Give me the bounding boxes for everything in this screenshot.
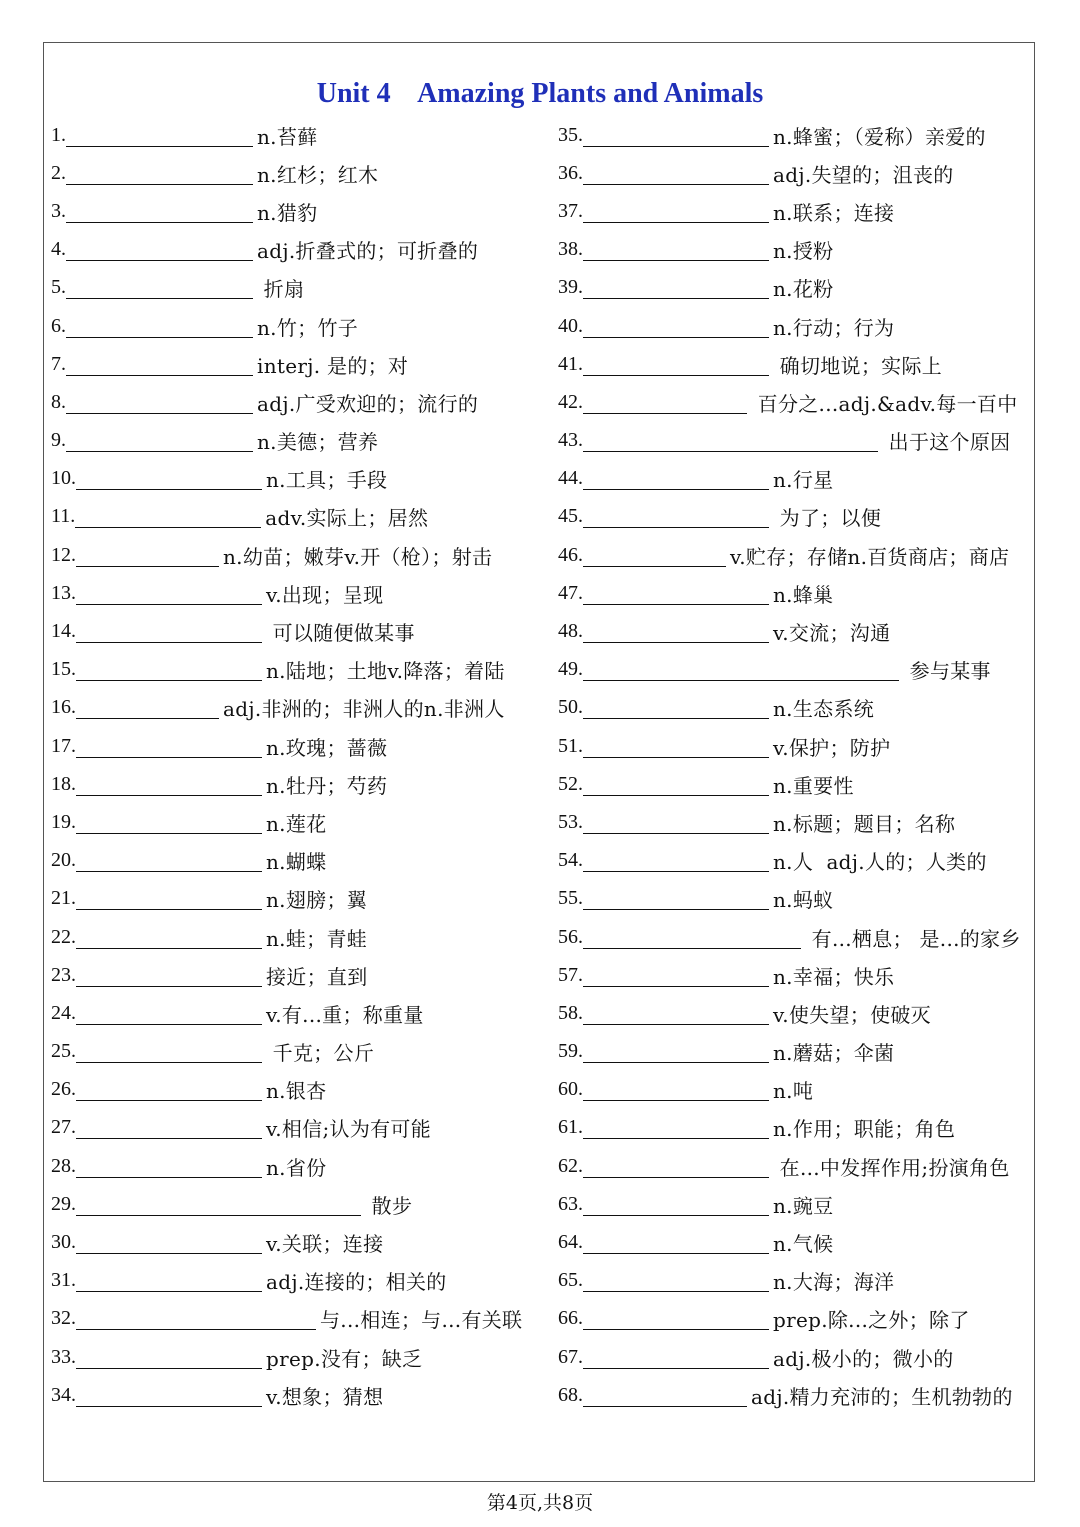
vocab-item	[558, 307, 1033, 345]
item-meaning: adj.极小的；微小的	[773, 1346, 954, 1371]
item-meaning: n.幸福；快乐	[773, 964, 895, 989]
item-meaning: n.莲花	[266, 811, 327, 836]
item-meaning: n.授粉	[773, 239, 834, 264]
item-meaning: n.玫瑰；蔷薇	[266, 735, 388, 760]
item-number: 44.	[558, 467, 583, 490]
vocab-item	[51, 842, 531, 880]
vocab-item	[51, 422, 531, 460]
item-meaning: n.豌豆	[773, 1193, 834, 1218]
item-number: 56.	[558, 925, 583, 948]
vocab-item	[558, 1300, 1033, 1338]
item-meaning: v.使失望；使破灭	[773, 1002, 931, 1027]
item-number: 33.	[51, 1345, 76, 1368]
answer-blank[interactable]	[583, 1040, 769, 1063]
answer-blank[interactable]	[583, 505, 769, 528]
item-meaning: n.苔藓	[257, 124, 318, 149]
item-meaning: v.交流；沟通	[773, 621, 891, 646]
answer-blank[interactable]	[76, 1002, 262, 1025]
answer-blank[interactable]	[583, 849, 769, 872]
vocab-item	[51, 460, 531, 498]
vocab-item	[558, 498, 1033, 536]
answer-blank[interactable]	[66, 276, 253, 299]
item-number: 36.	[558, 161, 583, 184]
vocab-item	[51, 116, 531, 154]
answer-blank[interactable]	[583, 696, 769, 719]
item-number: 2.	[51, 161, 66, 184]
item-number: 55.	[558, 887, 583, 910]
item-meaning: v.保护；防护	[773, 735, 891, 760]
item-meaning: n.蛙；青蛙	[266, 926, 368, 951]
answer-blank[interactable]	[76, 582, 262, 605]
item-meaning: adj.折叠式的；可折叠的	[257, 239, 479, 264]
vocab-item	[558, 1376, 1033, 1414]
item-number: 7.	[51, 352, 66, 375]
item-number: 17.	[51, 734, 76, 757]
answer-blank[interactable]	[583, 200, 769, 223]
vocab-item	[558, 1338, 1033, 1376]
answer-blank[interactable]	[583, 315, 769, 338]
vocab-item	[558, 536, 1033, 574]
item-number: 6.	[51, 314, 66, 337]
item-meaning: n.生态系统	[773, 697, 875, 722]
item-number: 68.	[558, 1383, 583, 1406]
item-number: 37.	[558, 199, 583, 222]
item-meaning: interj. 是的；对	[257, 353, 409, 378]
item-number: 26.	[51, 1078, 76, 1101]
vocab-item	[558, 842, 1033, 880]
item-meaning: n.翅膀；翼	[266, 888, 368, 913]
item-meaning: v.想象；猜想	[266, 1384, 384, 1409]
vocab-item	[51, 727, 531, 765]
vocab-item	[51, 1376, 531, 1414]
vocab-item	[51, 651, 531, 689]
item-number: 61.	[558, 1116, 583, 1139]
vocab-item	[51, 918, 531, 956]
vocab-item	[558, 269, 1033, 307]
item-meaning: n.作用；职能；角色	[773, 1117, 956, 1142]
answer-blank[interactable]	[583, 162, 769, 185]
item-meaning: n.银杏	[266, 1079, 327, 1104]
answer-blank[interactable]	[583, 467, 769, 490]
vocab-item	[558, 192, 1033, 230]
item-number: 52.	[558, 772, 583, 795]
item-meaning: n.幼苗；嫩芽v.开（枪）；射击	[223, 544, 493, 569]
item-meaning: adj.广受欢迎的；流行的	[257, 391, 479, 416]
item-number: 4.	[51, 238, 66, 261]
item-meaning: adj.连接的；相关的	[266, 1270, 447, 1295]
item-number: 38.	[558, 238, 583, 261]
answer-blank[interactable]	[583, 658, 899, 681]
vocab-item	[51, 994, 531, 1032]
answer-blank[interactable]	[76, 1040, 262, 1063]
answer-blank[interactable]	[583, 544, 726, 567]
answer-blank[interactable]	[583, 391, 747, 414]
vocab-item	[51, 307, 531, 345]
item-meaning: adj.精力充沛的；生机勃勃的	[751, 1384, 1013, 1409]
vocab-item	[51, 269, 531, 307]
vocab-item	[558, 574, 1033, 612]
item-number: 50.	[558, 696, 583, 719]
answer-blank[interactable]	[583, 964, 769, 987]
item-number: 23.	[51, 963, 76, 986]
answer-blank[interactable]	[66, 162, 253, 185]
vocab-item	[558, 994, 1033, 1032]
answer-blank[interactable]	[76, 735, 262, 758]
vocab-item	[558, 1109, 1033, 1147]
vocab-item	[51, 383, 531, 421]
item-meaning: n.联系；连接	[773, 200, 895, 225]
item-meaning: n.蘑菇；伞菌	[773, 1041, 895, 1066]
vocab-item	[558, 765, 1033, 803]
item-meaning: n.大海；海洋	[773, 1270, 895, 1295]
vocab-item	[558, 1147, 1033, 1185]
answer-blank[interactable]	[583, 124, 769, 147]
item-meaning: adj.失望的；沮丧的	[773, 162, 954, 187]
answer-blank[interactable]	[583, 926, 801, 949]
vocab-item	[558, 1071, 1033, 1109]
vocab-item	[51, 1071, 531, 1109]
item-meaning: n.美德；营养	[257, 430, 379, 455]
answer-blank[interactable]	[76, 811, 262, 834]
item-number: 62.	[558, 1154, 583, 1177]
vocab-item	[558, 116, 1033, 154]
item-number: 35.	[558, 123, 583, 146]
left-column	[51, 116, 531, 1414]
page-footer: 第4页,共8页	[486, 1492, 594, 1514]
item-number: 60.	[558, 1078, 583, 1101]
item-meaning: n.重要性	[773, 773, 854, 798]
vocab-item	[558, 422, 1033, 460]
item-meaning: n.蜂巢	[773, 582, 834, 607]
answer-blank[interactable]	[583, 1231, 769, 1254]
vocab-item	[558, 1185, 1033, 1223]
item-number: 54.	[558, 849, 583, 872]
item-number: 27.	[51, 1116, 76, 1139]
vocab-item	[51, 1223, 531, 1261]
answer-blank[interactable]	[66, 429, 253, 452]
item-number: 1.	[51, 123, 66, 146]
answer-blank[interactable]	[583, 1193, 769, 1216]
answer-blank[interactable]	[583, 735, 769, 758]
item-number: 28.	[51, 1154, 76, 1177]
vocab-item	[51, 574, 531, 612]
answer-blank[interactable]	[76, 1078, 262, 1101]
vocab-item	[558, 727, 1033, 765]
answer-blank[interactable]	[583, 1002, 769, 1025]
vocab-item	[51, 536, 531, 574]
vocab-item	[558, 651, 1033, 689]
answer-blank[interactable]	[76, 964, 262, 987]
item-number: 57.	[558, 963, 583, 986]
item-number: 10.	[51, 467, 76, 490]
vocab-item	[558, 1033, 1033, 1071]
vocab-item	[558, 460, 1033, 498]
answer-blank[interactable]	[583, 429, 878, 452]
item-meaning: n.吨	[773, 1079, 814, 1104]
answer-blank[interactable]	[583, 353, 769, 376]
answer-blank[interactable]	[76, 1269, 262, 1292]
vocab-item	[51, 803, 531, 841]
item-number: 24.	[51, 1001, 76, 1024]
item-meaning: n.行动；行为	[773, 315, 895, 340]
item-meaning: n.气候	[773, 1232, 834, 1257]
item-number: 30.	[51, 1231, 76, 1254]
vocab-item	[51, 956, 531, 994]
answer-blank[interactable]	[66, 315, 253, 338]
item-meaning: 为了；以便	[773, 506, 882, 531]
item-number: 13.	[51, 581, 76, 604]
item-meaning: adv.实际上；居然	[265, 506, 429, 531]
vocab-item	[558, 345, 1033, 383]
answer-blank[interactable]	[76, 773, 262, 796]
item-number: 66.	[558, 1307, 583, 1330]
item-number: 25.	[51, 1040, 76, 1063]
item-meaning: n.陆地；土地v.降落；着陆	[266, 659, 505, 684]
vocab-item	[51, 192, 531, 230]
item-meaning: 参与某事	[903, 659, 991, 684]
answer-blank[interactable]	[583, 276, 769, 299]
vocab-item	[558, 918, 1033, 956]
item-meaning: 可以随便做某事	[266, 621, 415, 646]
item-meaning: n.竹；竹子	[257, 315, 359, 340]
item-meaning: 千克；公斤	[266, 1041, 375, 1066]
item-number: 53.	[558, 810, 583, 833]
item-meaning: n.牡丹；芍药	[266, 773, 388, 798]
item-number: 65.	[558, 1269, 583, 1292]
item-number: 22.	[51, 925, 76, 948]
item-meaning: n.猎豹	[257, 200, 318, 225]
item-number: 67.	[558, 1345, 583, 1368]
item-number: 42.	[558, 390, 583, 413]
vocab-item	[51, 880, 531, 918]
answer-blank[interactable]	[583, 1269, 769, 1292]
vocab-item	[558, 383, 1033, 421]
answer-blank[interactable]	[66, 124, 253, 147]
answer-blank[interactable]	[76, 696, 219, 719]
vocab-item	[558, 803, 1033, 841]
item-meaning: n.行星	[773, 468, 834, 493]
item-number: 32.	[51, 1307, 76, 1330]
page-title: Unit 4 Amazing Plants and Animals	[316, 78, 764, 109]
answer-blank[interactable]	[75, 505, 261, 528]
item-meaning: v.相信;认为有可能	[266, 1117, 432, 1142]
answer-blank[interactable]	[66, 200, 253, 223]
vocab-item	[51, 1185, 531, 1223]
item-meaning: 在...中发挥作用;扮演角色	[773, 1155, 1010, 1180]
item-number: 49.	[558, 658, 583, 681]
item-number: 21.	[51, 887, 76, 910]
item-meaning: v.关联；连接	[266, 1232, 384, 1257]
item-meaning: 与...相连；与...有关联	[320, 1308, 523, 1333]
item-meaning: prep.除...之外；除了	[773, 1308, 970, 1333]
vocab-item	[558, 612, 1033, 650]
item-number: 31.	[51, 1269, 76, 1292]
vocab-item	[51, 1338, 531, 1376]
item-number: 48.	[558, 620, 583, 643]
item-number: 45.	[558, 505, 583, 528]
item-number: 63.	[558, 1192, 583, 1215]
answer-blank[interactable]	[76, 658, 262, 681]
item-meaning: n.省份	[266, 1155, 327, 1180]
item-meaning: n.蜂蜜；（爱称）亲爱的	[773, 124, 986, 149]
answer-blank[interactable]	[583, 773, 769, 796]
answer-blank[interactable]	[583, 1078, 769, 1101]
vocab-item	[51, 1262, 531, 1300]
vocab-item	[51, 1147, 531, 1185]
item-number: 47.	[558, 581, 583, 604]
vocab-item	[51, 765, 531, 803]
vocab-item	[558, 689, 1033, 727]
item-number: 58.	[558, 1001, 583, 1024]
vocab-item	[558, 231, 1033, 269]
item-meaning: prep.没有；缺乏	[266, 1346, 423, 1371]
item-meaning: n.人 adj.人的；人类的	[773, 850, 987, 875]
vocab-item	[51, 689, 531, 727]
answer-blank[interactable]	[76, 1155, 262, 1178]
vocab-item	[558, 1262, 1033, 1300]
answer-blank[interactable]	[583, 238, 769, 261]
item-meaning: n.工具；手段	[266, 468, 388, 493]
answer-blank[interactable]	[76, 1346, 262, 1369]
answer-blank[interactable]	[76, 544, 219, 567]
vocab-item	[558, 880, 1033, 918]
answer-blank[interactable]	[583, 620, 769, 643]
item-meaning: n.蝴蝶	[266, 850, 327, 875]
answer-blank[interactable]	[76, 849, 262, 872]
answer-blank[interactable]	[66, 238, 253, 261]
item-number: 43.	[558, 429, 583, 452]
answer-blank[interactable]	[76, 620, 262, 643]
vocab-item	[558, 154, 1033, 192]
item-meaning: 折扇	[257, 277, 305, 302]
item-number: 18.	[51, 772, 76, 795]
item-number: 19.	[51, 810, 76, 833]
item-number: 12.	[51, 543, 76, 566]
item-meaning: 散步	[365, 1193, 413, 1218]
item-meaning: n.蚂蚁	[773, 888, 834, 913]
vocab-item	[51, 154, 531, 192]
item-number: 41.	[558, 352, 583, 375]
item-number: 20.	[51, 849, 76, 872]
vocab-item	[558, 956, 1033, 994]
item-meaning: v.有...重；称重量	[266, 1002, 424, 1027]
vocab-item	[51, 1109, 531, 1147]
item-meaning: 出于这个原因	[882, 430, 1011, 455]
answer-blank[interactable]	[66, 353, 253, 376]
item-number: 29.	[51, 1192, 76, 1215]
vocab-item	[51, 345, 531, 383]
item-number: 3.	[51, 199, 66, 222]
item-meaning: adj.非洲的；非洲人的n.非洲人	[223, 697, 505, 722]
answer-blank[interactable]	[76, 887, 262, 910]
item-number: 14.	[51, 620, 76, 643]
answer-blank[interactable]	[583, 811, 769, 834]
item-meaning: 百分之...adj.&adv.每一百中	[751, 391, 1018, 416]
answer-blank[interactable]	[76, 1307, 316, 1330]
answer-blank[interactable]	[583, 1116, 769, 1139]
item-meaning: n.标题；题目；名称	[773, 811, 956, 836]
vocab-item	[558, 1223, 1033, 1261]
vocab-item	[51, 231, 531, 269]
answer-blank[interactable]	[583, 1155, 769, 1178]
answer-blank[interactable]	[583, 1346, 769, 1369]
item-meaning: v.贮存；存储n.百货商店；商店	[730, 544, 1010, 569]
item-meaning: v.出现；呈现	[266, 582, 384, 607]
item-number: 8.	[51, 390, 66, 413]
item-number: 64.	[558, 1231, 583, 1254]
answer-blank[interactable]	[76, 1384, 262, 1407]
answer-blank[interactable]	[76, 1193, 361, 1216]
item-meaning: 确切地说；实际上	[773, 353, 943, 378]
item-number: 40.	[558, 314, 583, 337]
right-column	[558, 116, 1033, 1414]
answer-blank[interactable]	[76, 1231, 262, 1254]
item-number: 59.	[558, 1040, 583, 1063]
item-number: 39.	[558, 276, 583, 299]
answer-blank[interactable]	[583, 887, 769, 910]
vocab-item	[51, 612, 531, 650]
item-number: 9.	[51, 429, 66, 452]
item-meaning: 接近；直到	[266, 964, 368, 989]
item-number: 15.	[51, 658, 76, 681]
answer-blank[interactable]	[76, 467, 262, 490]
answer-blank[interactable]	[76, 926, 262, 949]
item-number: 51.	[558, 734, 583, 757]
item-meaning: n.红杉；红木	[257, 162, 379, 187]
item-meaning: n.花粉	[773, 277, 834, 302]
vocab-item	[51, 1033, 531, 1071]
answer-blank[interactable]	[76, 1116, 262, 1139]
item-number: 46.	[558, 543, 583, 566]
vocab-item	[51, 498, 531, 536]
answer-blank[interactable]	[583, 1307, 769, 1330]
answer-blank[interactable]	[66, 391, 253, 414]
vocab-item	[51, 1300, 531, 1338]
item-number: 5.	[51, 276, 66, 299]
item-meaning: 有...栖息； 是...的家乡	[805, 926, 1021, 951]
item-number: 34.	[51, 1383, 76, 1406]
answer-blank[interactable]	[583, 1384, 747, 1407]
item-number: 16.	[51, 696, 76, 719]
item-number: 11.	[51, 505, 76, 528]
answer-blank[interactable]	[583, 582, 769, 605]
